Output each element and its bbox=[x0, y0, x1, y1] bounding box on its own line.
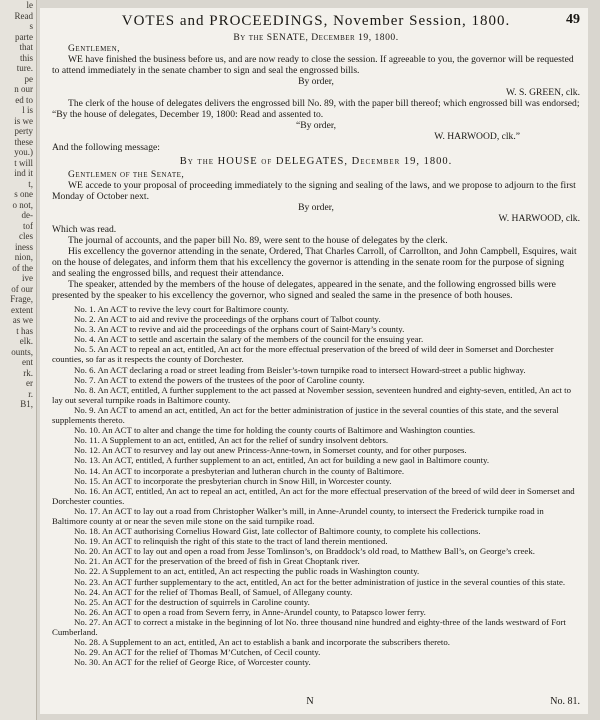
facing-page-fragment: l is bbox=[22, 105, 33, 115]
facing-page-fragment: Frage, bbox=[10, 294, 33, 304]
act-entry: No. 15. An ACT to incorporate the presbyterian church in Snow Hill, in Worcester county. bbox=[74, 475, 392, 486]
act-entry: No. 9. An ACT to amend an act, entitled, An act for the better administration of justice in the several counties of this state, and the several supplements thereto. bbox=[52, 404, 559, 426]
facing-page-fragment: o not, bbox=[12, 199, 33, 210]
house-salutation: Gentlemen of the Senate, bbox=[68, 169, 185, 180]
facing-page-fragment: this bbox=[19, 52, 33, 63]
page-number: 49 bbox=[566, 12, 580, 27]
act-entry: No. 12. An ACT to resurvey and lay out anew Princess-Anne-town, in Somerset county, and for other purposes. bbox=[74, 445, 467, 456]
facing-page-fragment: pe bbox=[24, 73, 33, 84]
facing-page-fragment: t will bbox=[14, 157, 33, 168]
facing-page-fragment: that bbox=[19, 42, 33, 52]
act-entry: No. 8. An ACT, entitled, A further supplement to the act passed at November session, seventeen hundred and eighty-seven, entitled, An act to lay out several turnpike roads in Baltimore county. bbox=[52, 384, 571, 405]
senate-signature: W. S. GREEN, clk. bbox=[506, 87, 580, 98]
document-page bbox=[40, 8, 588, 714]
senate-salutation: Gentlemen, bbox=[68, 43, 121, 54]
following-message-line: And the following message: bbox=[52, 142, 160, 153]
clerk-note-signature: W. HARWOOD, clk.” bbox=[434, 131, 520, 142]
facing-page-fragment: of the bbox=[12, 262, 33, 273]
page-footer bbox=[40, 696, 580, 710]
facing-page-fragment: elk. bbox=[19, 336, 33, 346]
house-message-body: WE accede to your proposal of proceeding immediately to the signing and sealing of the laws, and we propose to adjourn to the first Monday of October next. bbox=[52, 180, 576, 202]
facing-page-fragment: t, bbox=[28, 178, 33, 189]
paragraph-speaker: The speaker, attended by the members of the house of delegates, appeared in the senate, and the following engrossed bills were presented by the speaker to his excellency the governor, who signed and sealed the same in the presence of both houses. bbox=[52, 279, 556, 301]
act-entry: No. 25. An ACT for the destruction of squirrels in Caroline county. bbox=[74, 596, 310, 607]
facing-page-fragment: perty bbox=[14, 126, 33, 136]
act-entry: No. 5. An ACT to repeal an act, entitled, An act for the more effectual preservation of the breed of wild deer in Somerset and Dorchester counties, so far as it respects the county of Dorchester. bbox=[52, 344, 554, 365]
facing-page-fragment: parte bbox=[15, 31, 33, 42]
facing-page-fragment: tof bbox=[23, 220, 33, 231]
facing-page-fragment: B1, bbox=[20, 399, 33, 409]
facing-page-fragment: ind it bbox=[14, 168, 33, 178]
act-entry: No. 24. An ACT for the relief of Thomas Beall, of Samuel, of Allegany county. bbox=[74, 586, 353, 597]
facing-page-margin bbox=[0, 0, 37, 720]
which-was-read-line: Which was read. bbox=[52, 224, 117, 235]
facing-page-fragment: of our bbox=[11, 283, 33, 294]
act-entry: No. 7. An ACT to extend the powers of the trustees of the poor of Caroline county. bbox=[74, 374, 365, 385]
senate-by-order: By order, bbox=[298, 76, 334, 87]
act-entry: No. 4. An ACT to settle and ascertain the salary of the members of the council for the ensuing year. bbox=[74, 334, 424, 345]
act-entry: No. 1. An ACT to revive the levy court for Baltimore county. bbox=[74, 304, 289, 314]
facing-page-fragment: rk. bbox=[23, 367, 33, 378]
facing-page-fragment: ture. bbox=[16, 63, 33, 73]
act-entry: No. 14. An ACT to incorporate a presbyterian and lutheran church in the county of Baltimore. bbox=[74, 465, 405, 476]
facing-page-fragment: is we bbox=[14, 115, 33, 126]
act-entry: No. 3. An ACT to revive and aid the proceedings of the orphans court of Saint-Mary’s county. bbox=[74, 324, 405, 335]
act-entry: No. 6. An ACT declaring a road or street leading from Beisler’s-town turnpike road to intersect Howard-street a public highway. bbox=[74, 364, 526, 375]
act-entry: No. 17. An ACT to lay out a road from Christopher Walker’s mill, in Anne-Arundel county, to intersect the Frederick turnpike road in Baltimore county at or near the seven mile stone on the said turnpike road. bbox=[52, 505, 544, 526]
facing-page-fragment: s bbox=[29, 21, 33, 31]
facing-page-fragment: extent bbox=[11, 304, 33, 315]
page-header bbox=[52, 12, 580, 32]
facing-page-fragment: these bbox=[14, 136, 33, 147]
act-entry: No. 27. An ACT to correct a mistake in the beginning of lot No. three thousand nine hundred and eighty-three of the lands westward of Fort Cumberland. bbox=[52, 616, 566, 637]
act-entry: No. 19. An ACT to relinquish the right of this state to the tract of land therein mentioned. bbox=[74, 536, 388, 547]
senate-message-body: WE have finished the business before us, and are now ready to close the session. If agreeable to you, the governor will be requested to attend immediately in the senate chamber to sign and seal the engrossed bills. bbox=[52, 54, 574, 76]
clerk-note: The clerk of the house of delegates delivers the engrossed bill No. 89, with the paper bill thereof; which engrossed bill was endorsed; “By the house of delegates, December 19, 1800: Read and assented to. bbox=[52, 98, 580, 120]
facing-page-fragment: t has bbox=[16, 325, 33, 336]
facing-page-fragment: as we bbox=[12, 315, 33, 325]
facing-page-fragment: nion, bbox=[14, 252, 33, 262]
running-title: VOTES and PROCEEDINGS, November Session, 1800. bbox=[121, 13, 511, 29]
act-entry: No. 30. An ACT for the relief of George Rice, of Worcester county. bbox=[74, 657, 311, 668]
act-entry: No. 29. An ACT for the relief of Thomas M’Cutchen, of Cecil county. bbox=[74, 647, 321, 658]
paragraph-journal: The journal of accounts, and the paper bill No. 89, were sent to the house of delegates by the clerk. bbox=[68, 235, 448, 246]
act-entry: No. 20. An ACT to lay out and open a road from Jesse Tomlinson’s, on Braddock’s old road, to Matthew Ball’s, on George’s creek. bbox=[74, 546, 535, 557]
senate-message-heading: By the SENATE, December 19, 1800. bbox=[233, 32, 399, 43]
act-entry: No. 10. An ACT to alter and change the time for holding the county courts of Baltimore and Washington counties. bbox=[74, 425, 476, 436]
facing-page-fragment: ed to bbox=[15, 94, 33, 105]
facing-page-fragment: ive bbox=[22, 273, 33, 283]
facing-page-fragment: ounts, bbox=[11, 346, 33, 357]
house-by-order: By order, bbox=[298, 202, 334, 213]
facing-page-fragment: you.) bbox=[14, 147, 33, 157]
footer-number: No. 81. bbox=[550, 696, 580, 707]
act-entry: No. 26. An ACT to open a road from Severn ferry, in Anne-Arundel county, to Patapsco lower ferry. bbox=[74, 606, 426, 617]
facing-page-fragment: ent bbox=[22, 357, 33, 367]
facing-page-fragment: er bbox=[26, 378, 33, 388]
act-entry: No. 21. An ACT for the preservation of the breed of fish in Great Choptank river. bbox=[74, 556, 360, 567]
facing-page-fragments bbox=[0, 0, 36, 410]
act-entry: No. 16. An ACT, entitled, An act to repeal an act, entitled, An act for the more effectual preservation of the breed of wild deer in Somerset and Dorchester counties. bbox=[52, 485, 575, 506]
act-entry: No. 2. An ACT to aid and revive the proceedings of the orphans court of Talbot county. bbox=[74, 314, 381, 325]
facing-page-fragment: cles bbox=[19, 231, 33, 241]
act-entry: No. 11. A Supplement to an act, entitled, An act for the relief of sundry insolvent debtors. bbox=[74, 435, 389, 446]
facing-page-fragment: r. bbox=[28, 388, 33, 399]
facing-page-fragment: le bbox=[26, 0, 33, 10]
facing-page-fragment: Read bbox=[14, 10, 33, 21]
act-entry: No. 18. An ACT authorising Cornelius Howard Gist, late collector of Baltimore county, to complete his collections. bbox=[74, 526, 481, 537]
facing-page-fragment: n our bbox=[14, 84, 33, 94]
act-entry: No. 22. A Supplement to an act, entitled, An act respecting the public roads in Washington county. bbox=[74, 566, 420, 577]
signature-mark: N bbox=[306, 696, 314, 707]
facing-page-fragment: s one bbox=[14, 189, 33, 199]
facing-page-fragment: de- bbox=[21, 210, 33, 220]
act-entry: No. 23. An ACT further supplementary to the act, entitled, An act for the better administration of justice in the several counties of this state. bbox=[74, 576, 566, 587]
house-signature: W. HARWOOD, clk. bbox=[498, 213, 580, 224]
paragraph-governor-attending: His excellency the governor attending in the senate, Ordered, That Charles Carroll, of Carrollton, and John Campbell, Esquires, wait on the house of delegates, and inform them that his excellency the governor is attending in the senate room for the purpose of signing and sealing the engrossed bills, and request their attendance. bbox=[52, 246, 577, 279]
act-entry: No. 13. An ACT, entitled, A further supplement to an act, entitled, An act for building a new gaol in Baltimore county. bbox=[74, 455, 490, 466]
acts-list bbox=[52, 304, 580, 667]
house-message-heading: By the HOUSE of DELEGATES, December 19, 1800. bbox=[179, 156, 453, 167]
clerk-note-by-order: “By order, bbox=[295, 120, 337, 131]
act-entry: No. 28. A Supplement to an act, entitled, An act to establish a bank and incorporate the subscribers thereto. bbox=[74, 637, 450, 648]
facing-page-fragment: iness bbox=[15, 241, 33, 252]
